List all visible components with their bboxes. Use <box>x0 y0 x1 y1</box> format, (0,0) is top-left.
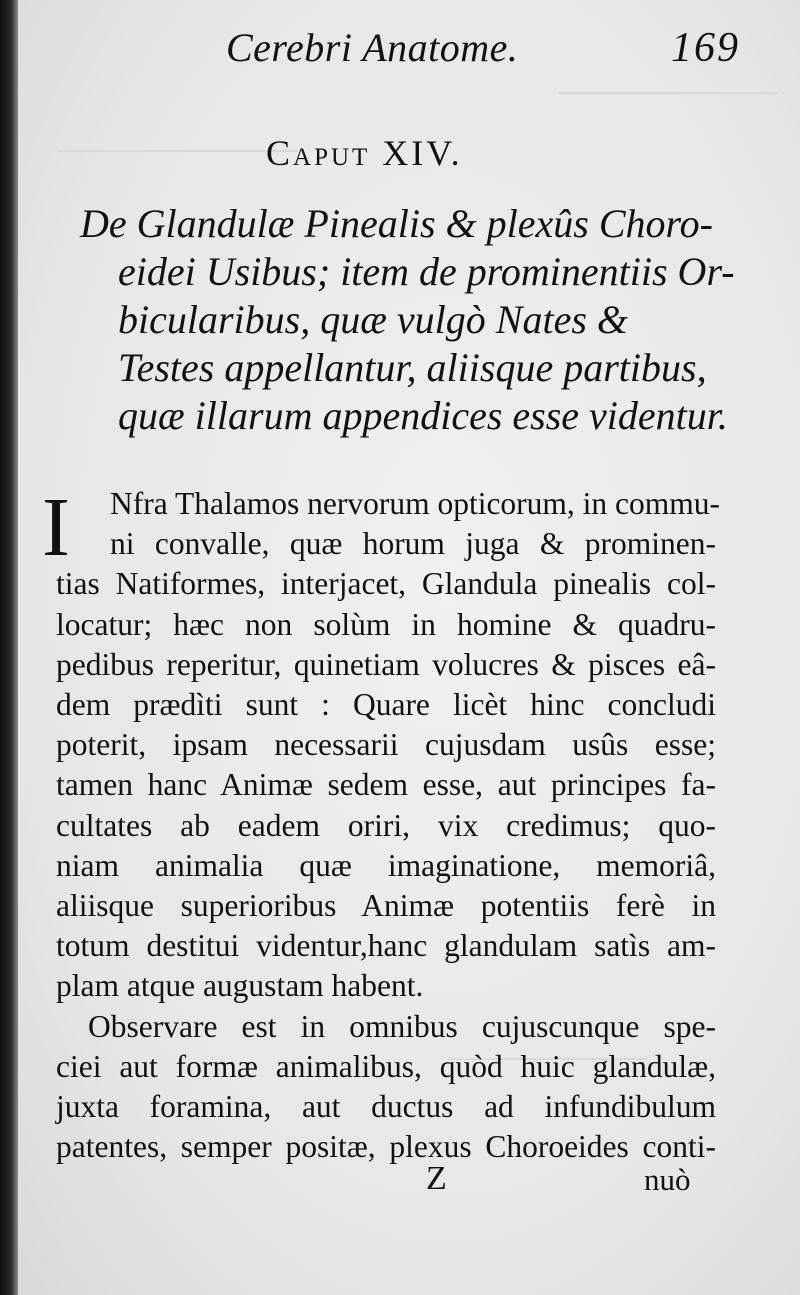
page-number: 169 <box>671 25 740 71</box>
text-line: totum destitui videntur,hanc glandulam satìs am- <box>56 928 716 964</box>
signature-mark: Z <box>426 1160 447 1197</box>
body-text <box>56 484 721 1167</box>
chapter-title-line: quæ illarum appendices esse videntur. <box>118 393 728 438</box>
chapter-title <box>80 200 735 440</box>
chapter-title-line: bicularibus, quæ vulgò Nates & <box>118 297 628 342</box>
text-line: Nfra Thalamos nervorum opticorum, in commu- <box>110 486 721 521</box>
chapter-label: Caput XIV. <box>266 133 463 173</box>
chapter-title-line: Testes appellantur, aliisque partibus, <box>118 345 707 390</box>
text-line: ni convalle, quæ horum juga & prominen- <box>110 526 716 562</box>
running-head <box>18 22 800 82</box>
show-through-mark <box>58 150 298 172</box>
show-through-mark <box>558 92 778 114</box>
catchword: nuò <box>644 1162 691 1197</box>
text-line: plam atque augustam habent. <box>56 968 424 1004</box>
book-page <box>18 0 800 1295</box>
text-line: Observare est in omnibus cujuscunque spe- <box>88 1008 716 1044</box>
chapter-title-line: De Glandulæ Pinealis & plexûs Choro- <box>80 201 713 246</box>
text-line: tamen hanc Animæ sedem esse, aut principes fa- <box>56 767 716 803</box>
text-line: cultates ab eadem oriri, vix credimus; quo- <box>56 807 716 843</box>
page-gutter-shadow <box>0 0 18 1295</box>
text-line: tias Natiformes, interjacet, Glandula pinealis col- <box>56 566 716 602</box>
text-line: patentes, semper positæ, plexus Choroeides conti- <box>56 1129 716 1165</box>
chapter-title-line: eidei Usibus; item de prominentiis Or- <box>118 249 735 294</box>
drop-cap: I <box>42 481 70 574</box>
text-line: poterit, ipsam necessarii cujusdam usûs esse; <box>56 727 716 763</box>
running-title: Cerebri Anatome. <box>226 25 519 70</box>
page-footer <box>18 1160 800 1210</box>
text-line: locatur; hæc non solùm in homine & quadru- <box>56 606 716 642</box>
text-line: niam animalia quæ imaginatione, memoriâ, <box>56 847 716 883</box>
text-line: dem prædìti sunt : Quare licèt hinc concludi <box>56 687 716 723</box>
text-line: pedibus reperitur, quinetiam volucres & pisces eâ- <box>56 646 716 682</box>
text-line: ciei aut formæ animalibus, quòd huic glandulæ, <box>56 1048 716 1084</box>
text-line: aliisque superioribus Animæ potentiis ferè in <box>56 888 716 924</box>
text-line: juxta foramina, aut ductus ad infundibulum <box>56 1089 716 1125</box>
